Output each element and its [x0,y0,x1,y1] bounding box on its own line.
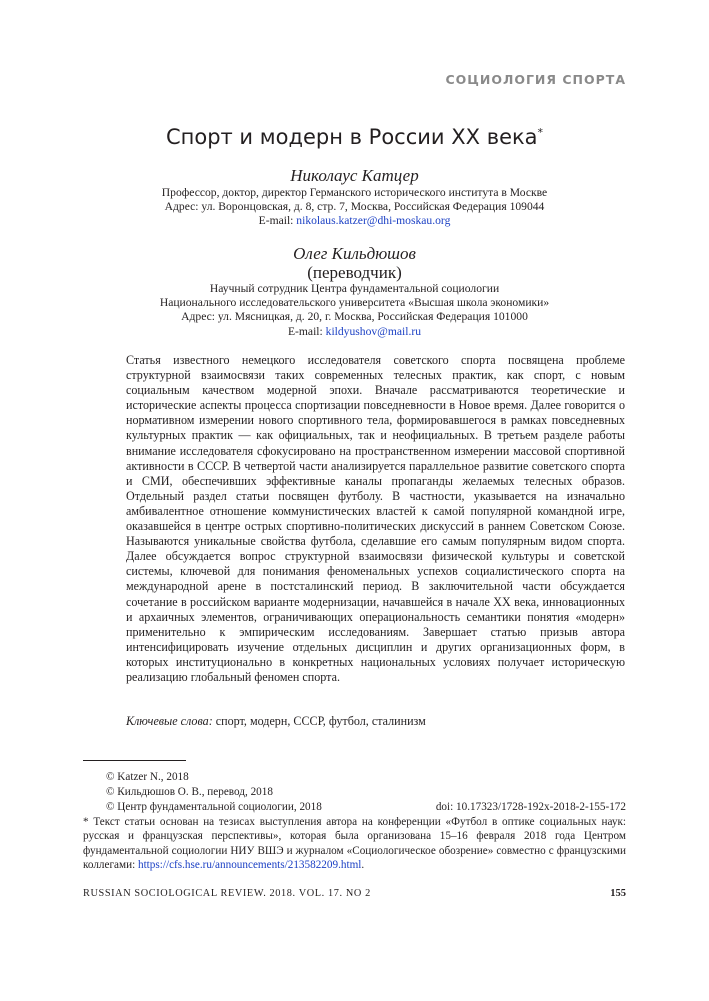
keywords-label: Ключевые слова: [126,714,213,728]
author-block [0,166,709,229]
translator-position-line2: Национального исследовательского университета «Высшая школа экономики» [159,296,550,310]
copyright-line-1: © Katzer N., 2018 [106,771,189,783]
translator-address: Адрес: ул. Мясницкая, д. 20, г. Москва, Российская Федерация 101000 [181,310,528,324]
translator-email-link[interactable]: kildyushov@mail.ru [325,324,422,338]
author-position: Профессор, доктор, директор Германского исторического института в Москве [161,186,548,199]
copyright-center: © Центр фундаментальной социологии, 2018 [106,801,322,813]
translator-email-line [0,325,709,339]
translator-block [0,244,709,339]
section-label: СОЦИОЛОГИЯ СПОРТА [445,72,626,87]
copyright-notes [83,770,626,815]
footnote [83,815,626,873]
translator-position-line1: Научный сотрудник Центра фундаментальной социологии [209,282,500,295]
author-email-label: E-mail: [258,214,297,228]
translator-name: Олег Кильдюшов [293,244,416,263]
page-number: 155 [610,888,626,899]
keywords [126,714,625,729]
article-title [0,125,709,149]
footnote-url-link[interactable]: https://cfs.hse.ru/announcements/213582209.html [137,859,362,872]
footnote-end: . [361,859,365,872]
journal-footer: RUSSIAN SOCIOLOGICAL REVIEW. 2018. VOL. 17. NO 2 [83,888,371,899]
copyright-line-3 [83,800,626,815]
author-email-link[interactable]: nikolaus.katzer@dhi-moskau.org [296,214,451,228]
translator-role: (переводчик) [307,263,402,282]
copyright-line-2: © Кильдюшов О. В., перевод, 2018 [106,786,273,798]
footnote-text: * Текст статьи основан на тезисах выступления автора на конференции «Футбол в оптике социальных наук: русская и французская перспективы», которая была организована 15–16 февраля 2018 года Центром фундаментальной социологии НИУ ВШЭ и журналом «Социологическое обозрение» совместно с французскими коллегами: [83,816,626,872]
author-email-line [0,214,709,228]
footnote-divider [83,760,186,761]
keywords-text: спорт, модерн, СССР, футбол, сталинизм [212,714,426,728]
author-name: Николаус Катцер [290,166,419,185]
abstract: Статья известного немецкого исследователя советского спорта посвящена проблеме структурной взаимосвязи таких современных телесных практик, как спорт, с новым социальным качеством модерной эпохи. Вначале рассматриваются теоретические и исторические аспекты процесса спортизации повседневности в Новое время. Далее говорится о нормативном измерении нового спортивного тела, формировавшегося в рамках повседневных культурных практик — как официальных, так и неофициальных. В третьем разделе работы внимание исследователя сфокусировано на пространственном измерении массовой спортивной активности в СССР. В четвертой части анализируется параллельное развитие советского спорта и СМИ, обеспечивших эффективные каналы пропаганды желаемых телесных образов. Отдельный раздел статьи посвящен футболу. В частности, указывается на изначально амбивалентное отношение коммунистических властей к самой популярной командной игре, оказавшейся в центре острых спортивно-политических дискуссий в раннем Советском Союзе. Называются уникальные свойства футбола, сделавшие его самым популярным видом спорта. Далее обсуждается вопрос структурной взаимосвязи физической культуры и советской системы, ключевой для понимания феноменальных успехов социалистического спорта на международной арене в постсталинский период. В заключительной части обсуждается сочетание в российском варианте модернизации, начавшейся в начале XX века, инновационных и архаичных элементов, ограничивающих операциональность семантики понятия «модерн» применительно к эмпирическим исследованиям. Завершает статью призыв автора интенсифицировать изучение отдельных дисциплин и других организационных форм, в которых институционально в конкретных национальных условиях получает историческую реализацию глобальный феномен спорта. [126,353,625,684]
translator-email-label: E-mail: [287,324,326,338]
author-address: Адрес: ул. Воронцовская, д. 8, стр. 7, Москва, Российская Федерация 109044 [164,200,545,214]
title-footnote-mark[interactable]: * [537,126,544,139]
doi: doi: 10.17323/1728-192x-2018-2-155-172 [435,801,626,813]
article-title-text: Спорт и модерн в России XX века [165,125,538,149]
